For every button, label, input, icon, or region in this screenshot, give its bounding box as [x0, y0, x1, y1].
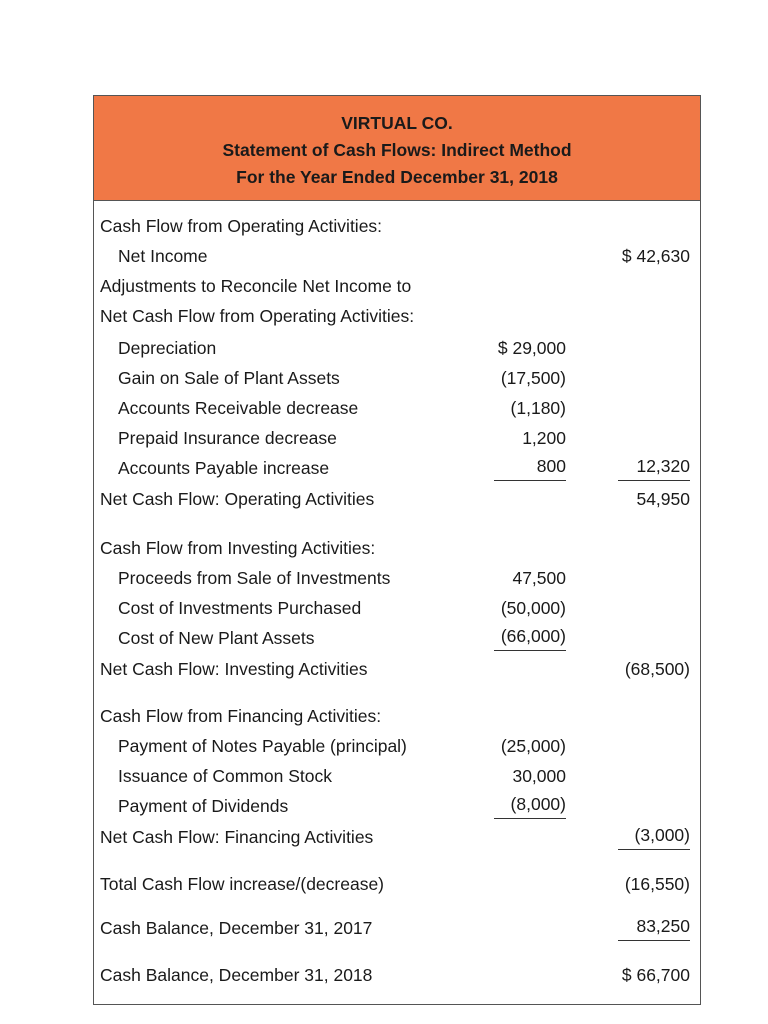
net-investing-value: (68,500)	[624, 659, 690, 679]
net-financing-row	[94, 822, 700, 852]
net-operating-row	[94, 484, 700, 514]
adjustments-heading-line2: Net Cash Flow from Operating Activities:	[100, 306, 415, 326]
net-income-label: Net Income	[118, 246, 208, 266]
ending-balance-row	[94, 960, 700, 990]
statement-title: Statement of Cash Flows: Indirect Method	[222, 140, 572, 160]
gain-label: Gain on Sale of Plant Assets	[118, 368, 340, 388]
cost-plant-assets-row	[94, 623, 700, 653]
prepaid-insurance-value: 1,200	[522, 428, 566, 448]
total-cash-flow-row	[94, 869, 700, 899]
company-name: VIRTUAL CO.	[341, 113, 453, 133]
adjustments-heading-row-1	[94, 271, 700, 301]
net-operating-label: Net Cash Flow: Operating Activities	[100, 489, 375, 509]
depreciation-value: $ 29,000	[497, 338, 566, 358]
net-financing-value: (3,000)	[618, 822, 690, 850]
cash-flow-statement	[93, 95, 701, 1005]
net-operating-value: 54,950	[636, 489, 690, 509]
common-stock-value: 30,000	[512, 766, 566, 786]
adjustments-total-value: 12,320	[618, 453, 690, 481]
financing-heading-row	[94, 701, 700, 731]
investing-heading-row	[94, 533, 700, 563]
dividends-label: Payment of Dividends	[118, 796, 289, 816]
accounts-payable-row	[94, 453, 700, 483]
accounts-receivable-label: Accounts Receivable decrease	[118, 398, 359, 418]
statement-period: For the Year Ended December 31, 2018	[236, 167, 558, 187]
total-cash-flow-label: Total Cash Flow increase/(decrease)	[100, 874, 385, 894]
cost-plant-assets-value: (66,000)	[494, 623, 566, 651]
ending-balance-label: Cash Balance, December 31, 2018	[100, 965, 373, 985]
proceeds-investments-row	[94, 563, 700, 593]
net-investing-label: Net Cash Flow: Investing Activities	[100, 659, 368, 679]
common-stock-row	[94, 761, 700, 791]
gain-row	[94, 363, 700, 393]
adjustments-heading-row-2	[94, 301, 700, 331]
net-income-value: $ 42,630	[621, 246, 690, 266]
notes-payable-value: (25,000)	[500, 736, 566, 756]
dividends-value: (8,000)	[494, 791, 566, 819]
depreciation-label: Depreciation	[118, 338, 217, 358]
accounts-receivable-value: (1,180)	[510, 398, 566, 418]
net-income-row	[94, 241, 700, 271]
operating-heading: Cash Flow from Operating Activities:	[100, 216, 383, 236]
investing-heading: Cash Flow from Investing Activities:	[100, 538, 376, 558]
beginning-balance-row	[94, 913, 700, 943]
adjustments-heading-line1: Adjustments to Reconcile Net Income to	[100, 276, 412, 296]
cost-investments-row	[94, 593, 700, 623]
accounts-payable-value: 800	[494, 453, 566, 481]
beginning-balance-label: Cash Balance, December 31, 2017	[100, 918, 373, 938]
beginning-balance-value: 83,250	[618, 913, 690, 941]
accounts-payable-label: Accounts Payable increase	[118, 458, 330, 478]
net-investing-row	[94, 654, 700, 684]
gain-value: (17,500)	[500, 368, 566, 388]
cost-investments-value: (50,000)	[500, 598, 566, 618]
depreciation-row	[94, 333, 700, 363]
financing-heading: Cash Flow from Financing Activities:	[100, 706, 382, 726]
notes-payable-row	[94, 731, 700, 761]
proceeds-investments-value: 47,500	[512, 568, 566, 588]
cost-plant-assets-label: Cost of New Plant Assets	[118, 628, 315, 648]
net-financing-label: Net Cash Flow: Financing Activities	[100, 827, 374, 847]
statement-header	[94, 96, 700, 201]
accounts-receivable-row	[94, 393, 700, 423]
prepaid-insurance-row	[94, 423, 700, 453]
cost-investments-label: Cost of Investments Purchased	[118, 598, 362, 618]
proceeds-investments-label: Proceeds from Sale of Investments	[118, 568, 391, 588]
total-cash-flow-value: (16,550)	[624, 874, 690, 894]
dividends-row	[94, 791, 700, 821]
ending-balance-value: $ 66,700	[621, 965, 690, 985]
operating-heading-row	[94, 211, 700, 241]
common-stock-label: Issuance of Common Stock	[118, 766, 332, 786]
notes-payable-label: Payment of Notes Payable (principal)	[118, 736, 407, 756]
prepaid-insurance-label: Prepaid Insurance decrease	[118, 428, 337, 448]
